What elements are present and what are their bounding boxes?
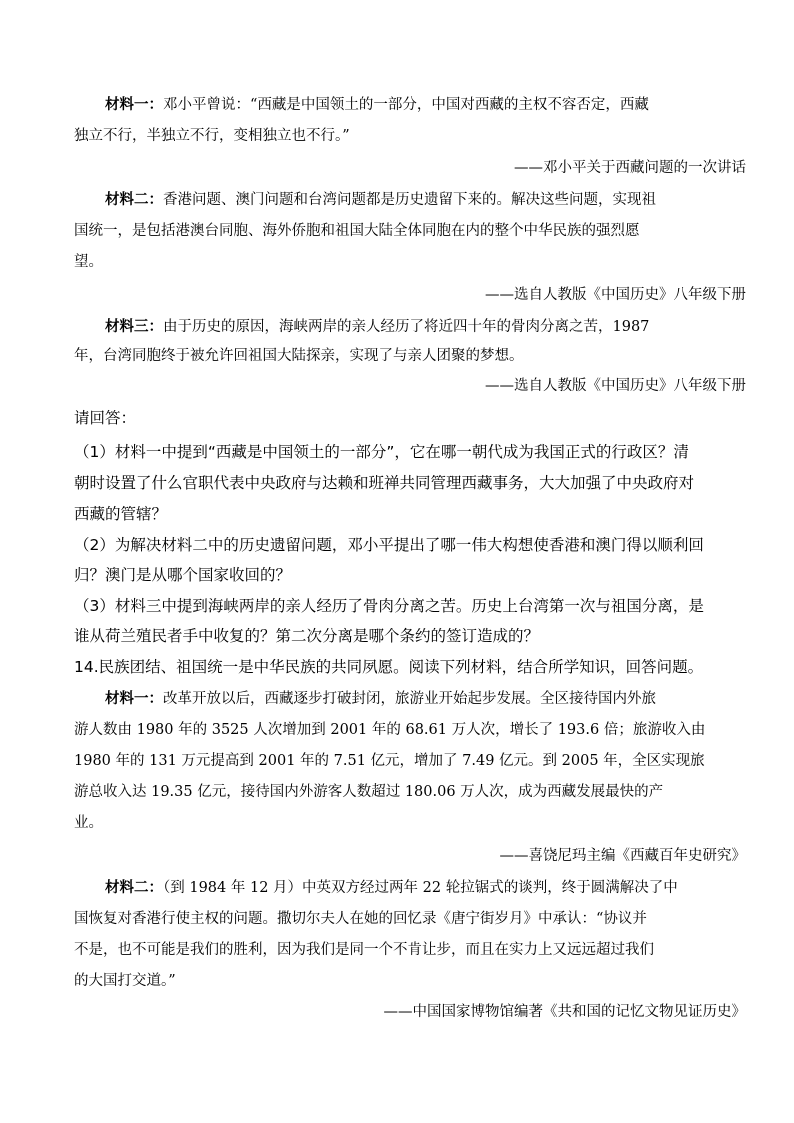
q14-material-one-line-5: 业。 [74, 815, 103, 831]
material-two-label: 材料二： [105, 191, 163, 208]
q14-material-two-source: ——中国国家博物馆编著《共和国的记忆文物见证历史》 [383, 1004, 746, 1020]
material-two-text: 香港问题、澳门问题和台湾问题都是历史遗留下来的。解决这些问题，实现祖 [163, 192, 656, 208]
question-3-line-1: （3）材料三中提到海峡两岸的亲人经历了骨肉分离之苦。历史上台湾第一次与祖国分离，是 [74, 597, 704, 615]
q14-material-two-line-4: 的大国打交道。” [74, 973, 176, 989]
material-three-label: 材料三： [105, 318, 163, 335]
question-14-stem: 14.民族团结、祖国统一是中华民族的共同夙愿。阅读下列材料，结合所学知识，回答问题。 [74, 658, 704, 676]
material-one-line-2: 独立不行，半独立不行，变相独立也不行。” [74, 128, 350, 144]
question-2-line-2: 归？澳门是从哪个国家收回的？ [74, 566, 292, 584]
q14-material-two-label: 材料二： [105, 879, 163, 896]
material-three-line-1 [105, 312, 735, 342]
question-2-line-1: （2）为解决材料二中的历史遗留问题，邓小平提出了哪一伟大构想使香港和澳门得以顺利回 [74, 536, 704, 554]
material-three-source: ——选自人教版《中国历史》八年级下册 [485, 378, 746, 394]
material-three-text: 由于历史的原因，海峡两岸的亲人经历了将近四十年的骨肉分离之苦，1987 [163, 319, 650, 335]
material-one-line-1 [105, 90, 735, 120]
material-two-line-2: 国统一，是包括港澳台同胞、海外侨胞和祖国大陆全体同胞在内的整个中华民族的强烈愿 [74, 223, 640, 239]
material-one-label: 材料一： [105, 96, 163, 113]
q14-material-one-line-3: 1980 年的 131 万元提高到 2001 年的 7.51 亿元，增加了 7.49 亿元。到 2005 年，全区实现旅 [74, 753, 705, 769]
q14-material-two-text: （到 1984 年 12 月）中英双方经过两年 22 轮拉锯式的谈判，终于圆满解决了中 [163, 880, 678, 896]
q14-material-two-line-2: 国恢复对香港行使主权的问题。撒切尔夫人在她的回忆录《唐宁街岁月》中承认：“协议并 [74, 911, 647, 927]
material-two-source: ——选自人教版《中国历史》八年级下册 [485, 287, 746, 303]
material-two-line-3: 望。 [74, 254, 103, 270]
q14-material-one-label: 材料一： [105, 690, 163, 707]
question-1-line-2: 朝时设置了什么官职代表中央政府与达赖和班禅共同管理西藏事务，大大加强了中央政府对 [74, 474, 695, 492]
q14-material-one-line-4: 游总收入达 19.35 亿元，接待国内外游客人数超过 180.06 万人次，成为西藏发展最快的产 [74, 784, 664, 800]
question-3-line-2: 谁从荷兰殖民者手中收复的？第二次分离是哪个条约的签订造成的？ [74, 627, 540, 645]
question-1-line-1: （1）材料一中提到“西藏是中国领土的一部分”，它在哪一朝代成为我国正式的行政区？清 [74, 443, 689, 461]
q14-material-two-line-1 [105, 873, 735, 903]
material-three-line-2: 年，台湾同胞终于被允许回祖国大陆探亲，实现了与亲人团聚的梦想。 [74, 348, 524, 364]
questions-prompt: 请回答： [74, 409, 137, 427]
q14-material-one-text: 改革开放以后，西藏逐步打破封闭，旅游业开始起步发展。全区接待国内外旅 [163, 691, 656, 707]
q14-material-two-line-3: 不是，也不可能是我们的胜利，因为我们是同一个不肯让步，而且在实力上又远远超过我们 [74, 942, 654, 958]
q14-material-one-source: ——喜饶尼玛主编《西藏百年史研究》 [499, 848, 746, 864]
question-1-line-3: 西藏的管辖？ [74, 505, 168, 523]
q14-material-one-line-1 [105, 684, 735, 714]
material-one-source: ——邓小平关于西藏问题的一次讲话 [514, 160, 746, 176]
material-one-text: 邓小平曾说：“西藏是中国领土的一部分，中国对西藏的主权不容否定，西藏 [163, 97, 649, 113]
q14-material-one-line-2: 游人数由 1980 年的 3525 人次增加到 2001 年的 68.61 万人次，增长了 193.6 倍；旅游收入由 [74, 722, 706, 738]
material-two-line-1 [105, 185, 735, 215]
